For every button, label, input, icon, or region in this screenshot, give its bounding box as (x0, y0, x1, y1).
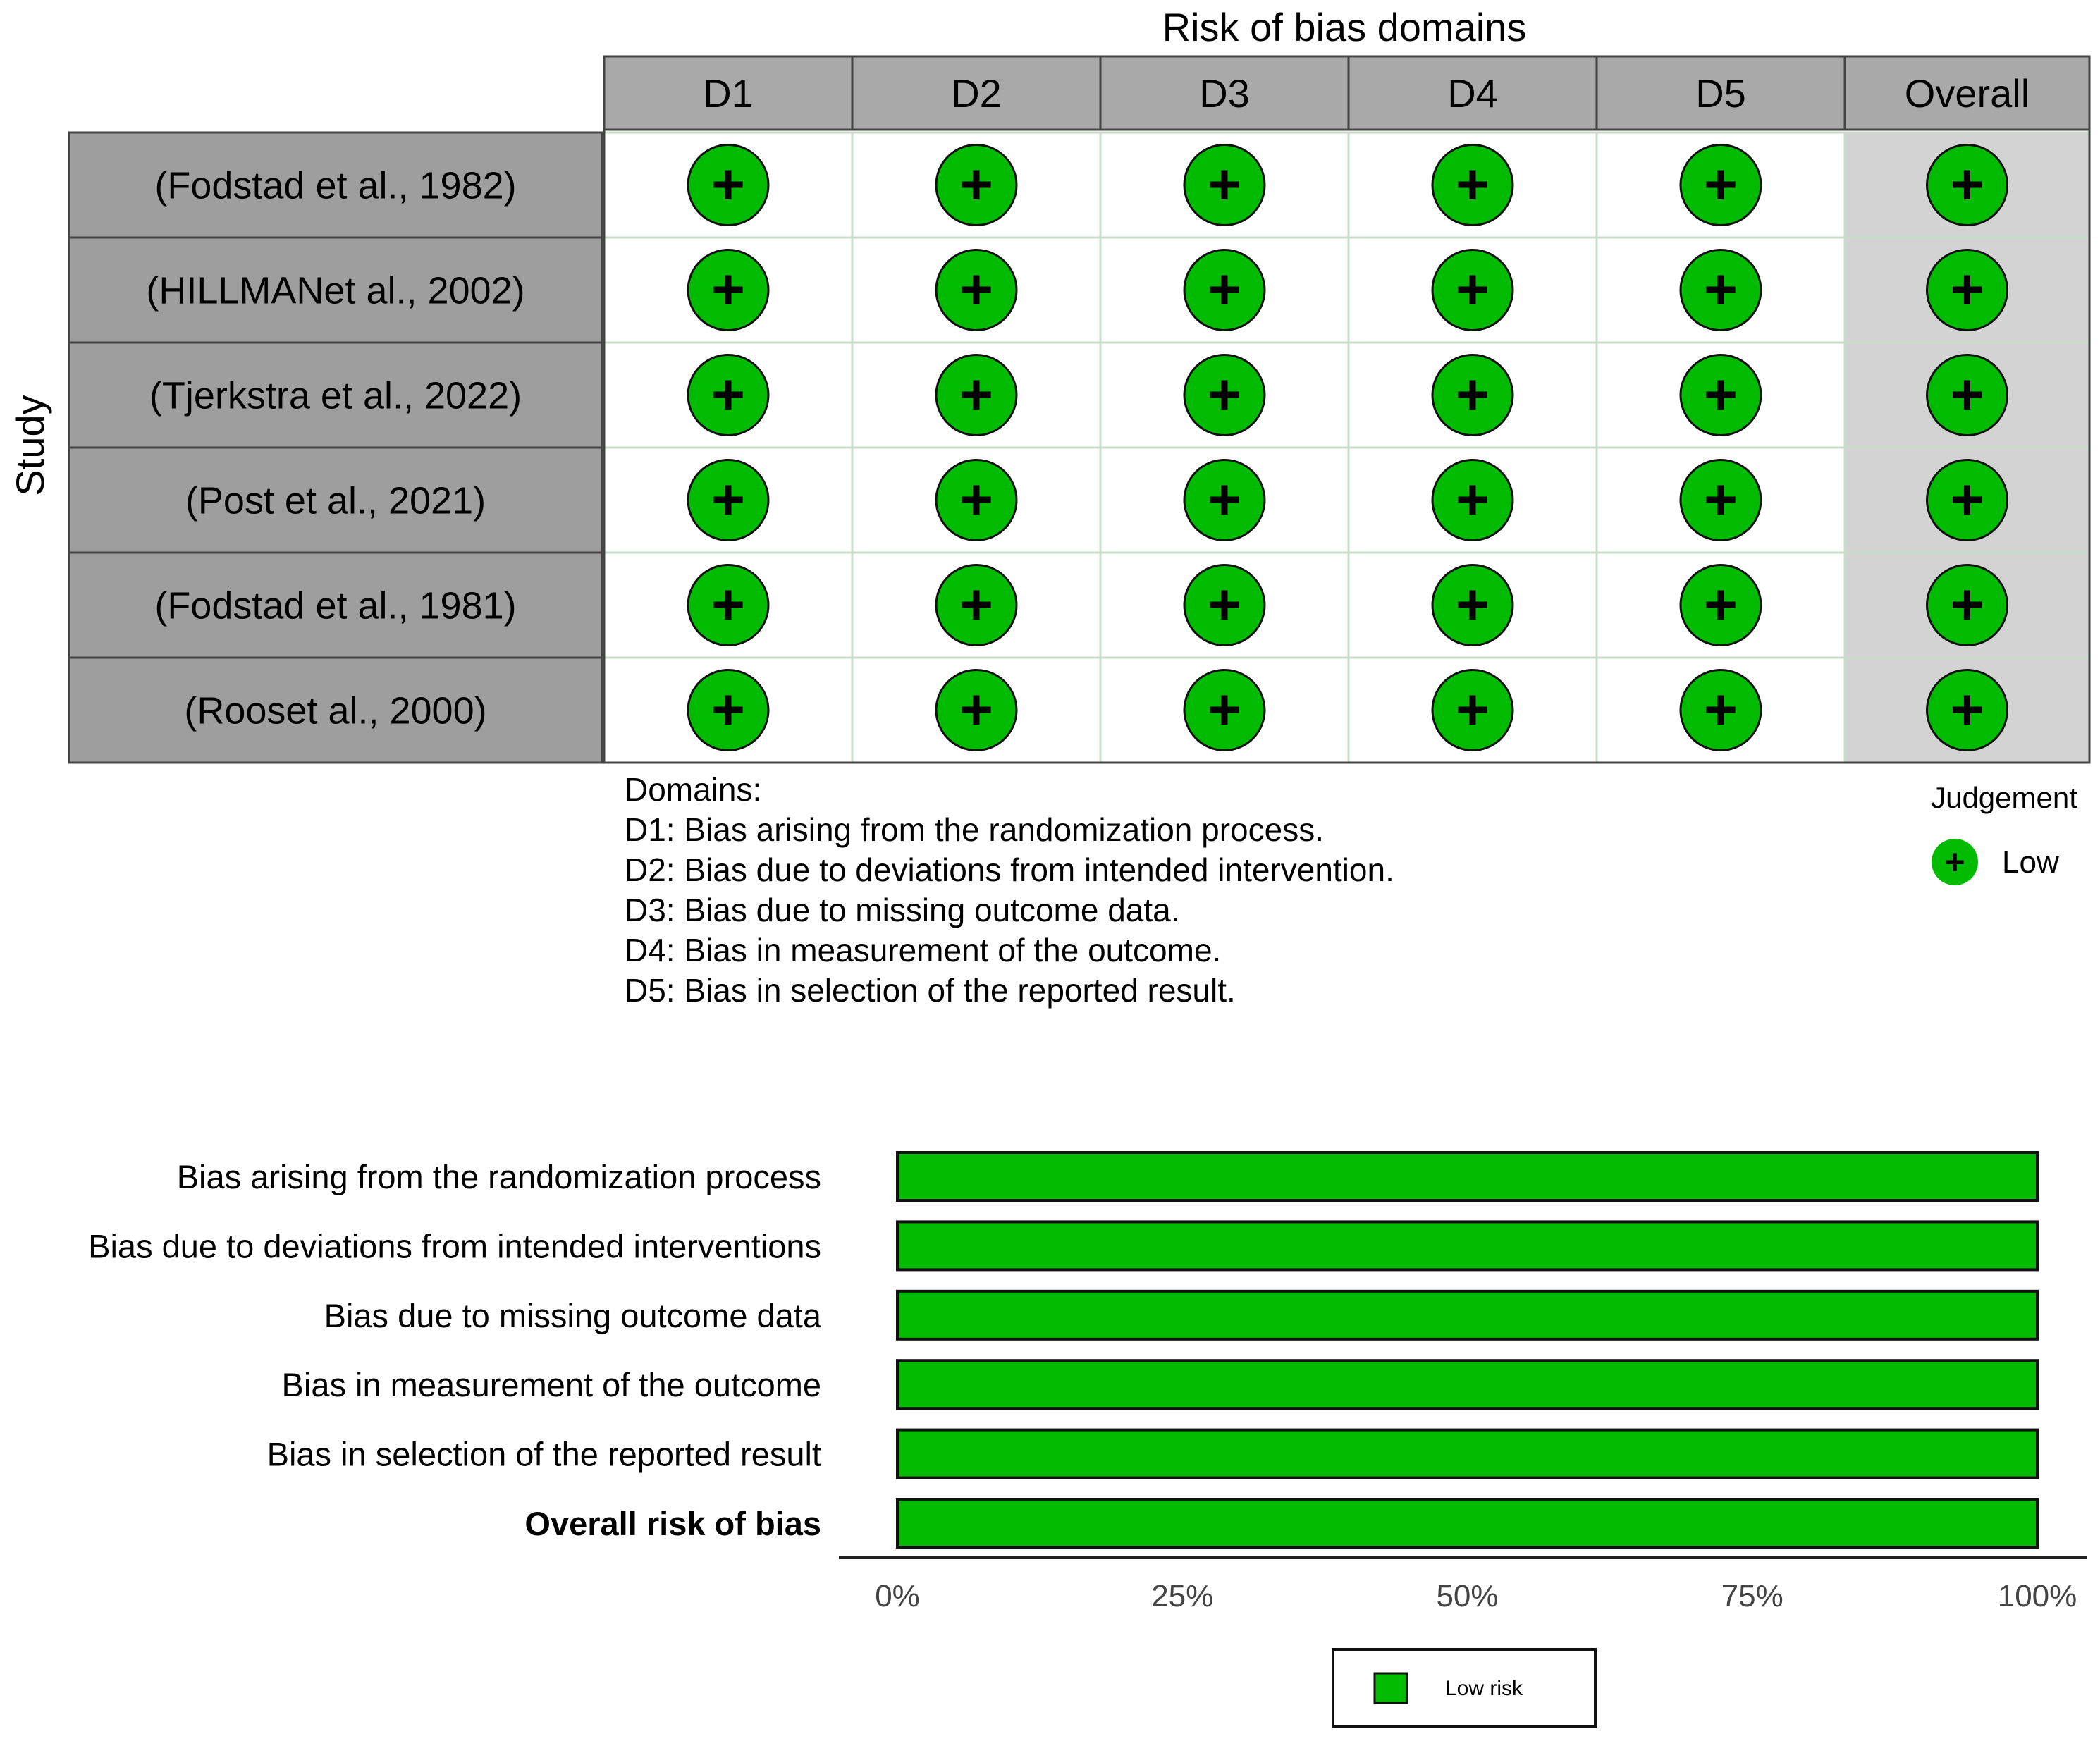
study-label: (Tjerkstra et al., 2022) (149, 374, 522, 417)
plus-icon: + (1704, 572, 1738, 637)
plus-icon: + (1704, 257, 1738, 322)
category-label: Bias due to deviations from intended interventions (88, 1227, 821, 1265)
traffic-light-plot (8, 5, 2089, 1009)
plot-title: Risk of bias domains (1162, 5, 1527, 49)
x-tick-label: 100% (1997, 1579, 2077, 1613)
summary-bar-plot (88, 1152, 2087, 1727)
overall-category-label: Overall risk of bias (524, 1505, 821, 1542)
plus-icon: + (1456, 467, 1490, 532)
plus-icon: + (1456, 152, 1490, 217)
plus-icon: + (959, 257, 993, 322)
plus-icon: + (1950, 572, 1984, 637)
plus-icon: + (711, 152, 745, 217)
summary-legend (1333, 1649, 1595, 1727)
plus-icon: + (711, 467, 745, 532)
study-rows (69, 56, 2089, 763)
plus-icon: + (711, 362, 745, 427)
category-label: Bias in measurement of the outcome (281, 1366, 821, 1404)
plus-icon: + (1950, 152, 1984, 217)
plus-icon: + (1950, 677, 1984, 742)
header-label-d3: D3 (1199, 71, 1250, 116)
bar-low-risk (897, 1430, 2037, 1478)
bar-low-risk (897, 1360, 2037, 1408)
plus-icon: + (959, 677, 993, 742)
category-labels (88, 1158, 822, 1542)
bar-low-risk (897, 1152, 2037, 1200)
judgement-legend (1931, 781, 2077, 885)
plus-icon: + (1704, 152, 1738, 217)
x-tick-label: 25% (1151, 1579, 1214, 1613)
plus-icon: + (1208, 362, 1241, 427)
study-label: (Fodstad et al., 1982) (154, 164, 517, 207)
plus-icon: + (1208, 152, 1241, 217)
plus-icon: + (711, 572, 745, 637)
plus-icon: + (1704, 677, 1738, 742)
study-label: (HILLMANet al., 2002) (146, 269, 525, 312)
bars (897, 1152, 2037, 1547)
plus-icon: + (1208, 572, 1241, 637)
category-label: Bias arising from the randomization process (176, 1158, 821, 1195)
domain-headers (604, 56, 2089, 130)
study-label: (Post et al., 2021) (185, 479, 486, 522)
legend-low-label: Low (2002, 845, 2059, 880)
header-label-d5: D5 (1695, 71, 1746, 116)
x-axis-ticks (875, 1579, 2077, 1613)
study-label: (Fodstad et al., 1981) (154, 584, 517, 627)
plus-icon: + (711, 677, 745, 742)
bar-low-risk (897, 1499, 2037, 1547)
plus-icon: + (1456, 257, 1490, 322)
header-label-d2: D2 (951, 71, 1002, 116)
x-tick-label: 75% (1721, 1579, 1783, 1613)
plus-icon: + (1456, 362, 1490, 427)
x-tick-label: 0% (875, 1579, 920, 1613)
bar-low-risk (897, 1291, 2037, 1339)
y-axis-label: Study (8, 395, 52, 496)
legend-title: Judgement (1931, 781, 2077, 814)
header-label-d4: D4 (1447, 71, 1498, 116)
plus-icon: + (959, 152, 993, 217)
plus-icon: + (1704, 467, 1738, 532)
header-label-d1: D1 (703, 71, 754, 116)
plus-icon: + (1950, 467, 1984, 532)
legend-low-risk-label: Low risk (1445, 1677, 1523, 1700)
legend-low-risk-swatch (1375, 1673, 1407, 1703)
x-tick-label: 50% (1436, 1579, 1499, 1613)
plus-icon: + (1208, 467, 1241, 532)
plus-icon: + (959, 362, 993, 427)
plus-icon: + (1456, 677, 1490, 742)
category-label: Bias due to missing outcome data (324, 1296, 821, 1334)
study-label: (Rooset al., 2000) (184, 689, 487, 732)
plus-icon: + (1950, 362, 1984, 427)
plus-icon: + (1950, 257, 1984, 322)
plus-icon: + (1704, 362, 1738, 427)
header-label-overall: Overall (1904, 71, 2030, 116)
plus-icon: + (711, 257, 745, 322)
bar-low-risk (897, 1222, 2037, 1269)
domain-note: D3: Bias due to missing outcome data. (625, 892, 1180, 928)
domains-heading: Domains: (625, 771, 762, 808)
domain-note: D4: Bias in measurement of the outcome. (625, 932, 1222, 968)
domain-note: D1: Bias arising from the randomization process. (625, 811, 1324, 848)
plus-icon: + (959, 572, 993, 637)
domain-notes (625, 771, 1394, 1009)
legend-plus-icon: + (1944, 842, 1965, 882)
plus-icon: + (959, 467, 993, 532)
domain-note: D5: Bias in selection of the reported result. (625, 972, 1236, 1009)
category-label: Bias in selection of the reported result (266, 1435, 821, 1473)
plus-icon: + (1208, 677, 1241, 742)
plus-icon: + (1208, 257, 1241, 322)
domain-note: D2: Bias due to deviations from intended intervention. (625, 851, 1394, 888)
plus-icon: + (1456, 572, 1490, 637)
